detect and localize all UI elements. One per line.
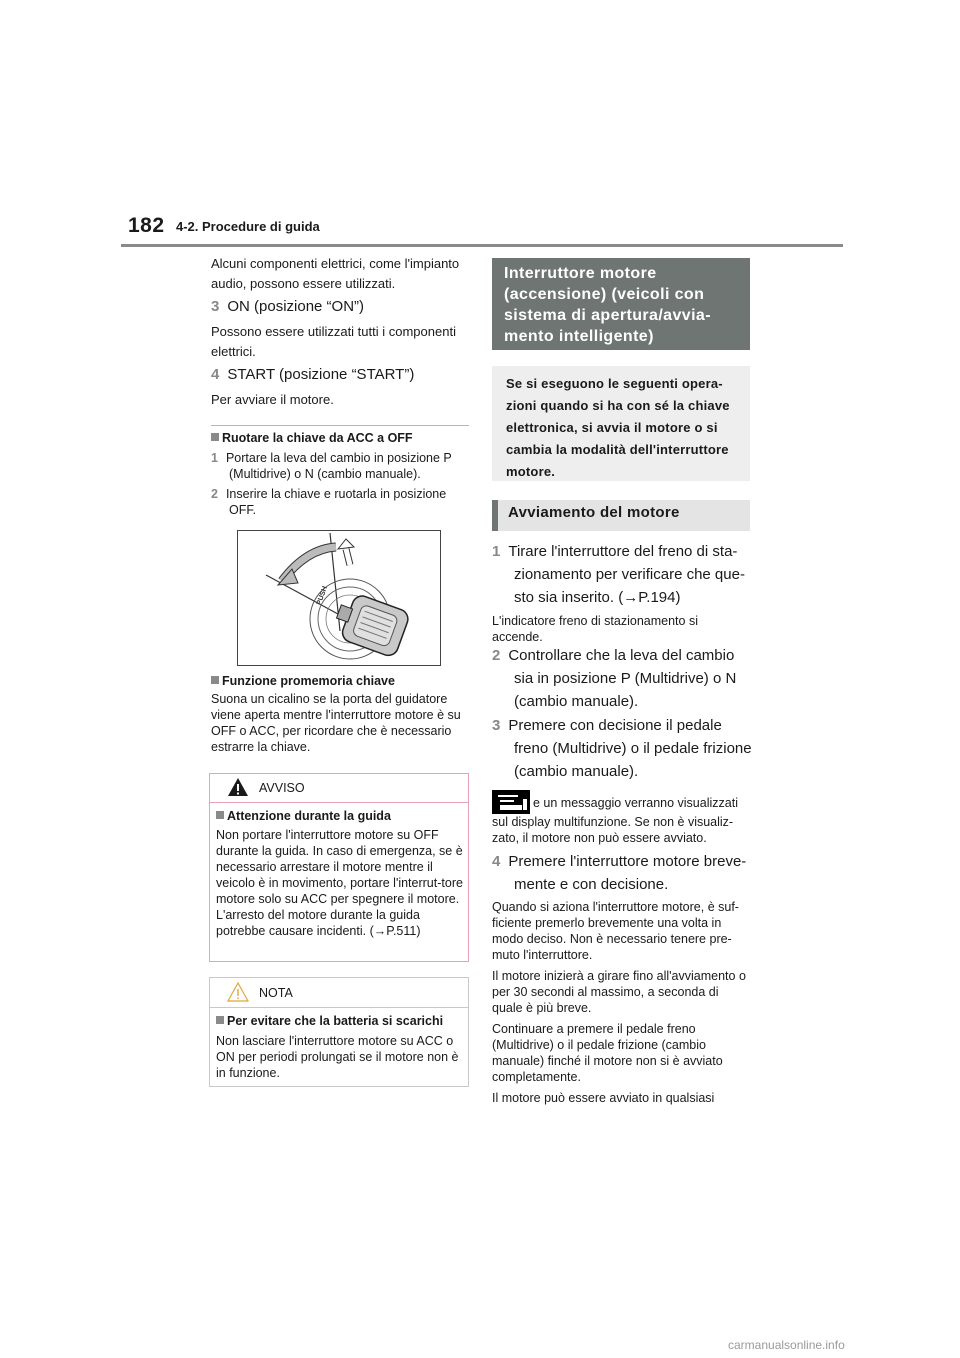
- warning-label: AVVISO: [259, 781, 305, 795]
- list-item: 2 Inserire la chiave e ruotarla in posizione OFF.: [211, 487, 447, 517]
- step-number: 4: [492, 853, 501, 870]
- intro-box: Se si eseguono le seguenti opera-zioni quando si ha con sé la chiave elettronica, si avvia il motore o si cambia la modalità dell'interruttore motore.: [492, 366, 750, 481]
- warning-subtitle: Attenzione durante la guida: [227, 809, 391, 823]
- acc-off-section: [211, 430, 469, 518]
- note-text: Non lasciare l'interruttore motore su ACC o ON per periodi prolungati se il motore non è in funzione.: [216, 1034, 459, 1080]
- key-ignition-figure: [237, 530, 441, 666]
- right-step-3-desc: [492, 790, 752, 846]
- step-text: Controllare che la leva del cambio sia in posizione P (Multidrive) o N (cambio manuale).: [508, 647, 737, 710]
- step-number: 3: [492, 717, 501, 734]
- acc-off-title: Ruotare la chiave da ACC a OFF: [222, 431, 413, 445]
- step-desc: Possono essere utilizzati tutti i componenti elettrici.: [211, 324, 456, 359]
- push-label: PUSH: [315, 585, 330, 607]
- step-text: Tirare l'interruttore del freno di sta-zionamento per verificare che que-sto sia inserito. (→P.194): [508, 543, 745, 606]
- list-item: 1 Portare la leva del cambio in posizione P (Multidrive) o N (cambio manuale).: [211, 451, 452, 481]
- right-step-1: [492, 540, 752, 645]
- note-header: [209, 977, 469, 1008]
- reminder-section: [211, 673, 469, 755]
- brake-indicator-icon: [492, 790, 530, 814]
- step-3-desc: [211, 322, 469, 362]
- page-number: 182: [128, 214, 165, 237]
- paragraph: Il motore può essere avviato in qualsiasi: [492, 1091, 715, 1105]
- step-number: 4: [211, 366, 220, 383]
- step-text: Premere l'interruttore motore breve-mente e con decisione.: [508, 853, 747, 893]
- note-content: [216, 1013, 464, 1081]
- square-bullet-icon: [211, 433, 219, 441]
- square-bullet-icon: [216, 811, 224, 819]
- right-step-3: [492, 714, 752, 783]
- section-title: 4-2. Procedure di guida: [176, 219, 320, 234]
- step-text: Premere con decisione il pedale freno (Multidrive) o il pedale frizione (cambio manuale).: [508, 717, 752, 780]
- header-rule: [121, 244, 843, 247]
- square-bullet-icon: [216, 1016, 224, 1024]
- step-desc: Per avviare il motore.: [211, 392, 334, 407]
- note-subtitle: Per evitare che la batteria si scarichi: [227, 1014, 444, 1028]
- divider: [211, 425, 469, 426]
- reminder-title: Funzione promemoria chiave: [222, 674, 395, 688]
- warning-triangle-icon: [227, 777, 249, 797]
- square-bullet-icon: [211, 676, 219, 684]
- step-3: [211, 296, 469, 317]
- right-step-4: [492, 850, 752, 896]
- right-step-2: [492, 644, 752, 713]
- reminder-text: Suona un cicalino se la porta del guidatore viene aperta mentre l'interruttore motore è su OFF o ACC, per ricordare che è necessario estrarre la chiave.: [211, 692, 461, 754]
- step-4-desc: [211, 390, 469, 410]
- paragraph: Quando si aziona l'interruttore motore, è suf-ficiente premerlo brevemente una volta in modo deciso. Non è necessario tenere pre-muto l'interruttore.: [492, 900, 739, 962]
- right-paragraphs: [492, 899, 752, 1106]
- paragraph: Continuare a premere il pedale freno (Multidrive) o il pedale frizione (cambio manuale) finché il motore non si è avviato completamente.: [492, 1022, 723, 1084]
- step-desc: e un messaggio verranno visualizzati sul display multifunzione. Se non è visualiz-zato, il motore non può essere avviato.: [492, 796, 738, 845]
- step-number: 1: [492, 543, 501, 560]
- intro-text: Alcuni componenti elettrici, come l'impianto audio, possono essere utilizzati.: [211, 256, 460, 291]
- step-4: [211, 364, 469, 385]
- step-text: START (posizione “START”): [227, 366, 415, 383]
- step-desc: L'indicatore freno di stazionamento si accende.: [492, 614, 698, 644]
- chapter-title-banner: Interruttore motore (accensione) (veicoli con sistema di apertura/avvia-mento intelligente): [492, 258, 750, 350]
- footer-watermark: carmanualsonline.info: [728, 1338, 845, 1352]
- step-number: 2: [492, 647, 501, 664]
- step-number: 3: [211, 298, 220, 315]
- paragraph: Il motore inizierà a girare fino all'avviamento o per 30 secondi al massimo, a seconda di quale è più breve.: [492, 969, 746, 1015]
- section-banner: Avviamento del motore: [492, 500, 750, 531]
- caution-triangle-icon: [227, 982, 249, 1002]
- warning-header: [209, 773, 469, 803]
- note-label: NOTA: [259, 986, 293, 1000]
- left-intro: [211, 254, 469, 294]
- key-ignition-illustration: [238, 531, 439, 664]
- warning-text: Non portare l'interruttore motore su OFF durante la guida. In caso di emergenza, se è necessario arrestare il motore mentre il veicolo è in movimento, portare l'interrut-tore motore solo su ACC per spegnere il motore. L'arresto del motore durante la guida potrebbe causare incidenti. (→P.511): [216, 828, 463, 938]
- warning-content: [216, 808, 464, 939]
- step-text: ON (posizione “ON”): [227, 298, 365, 315]
